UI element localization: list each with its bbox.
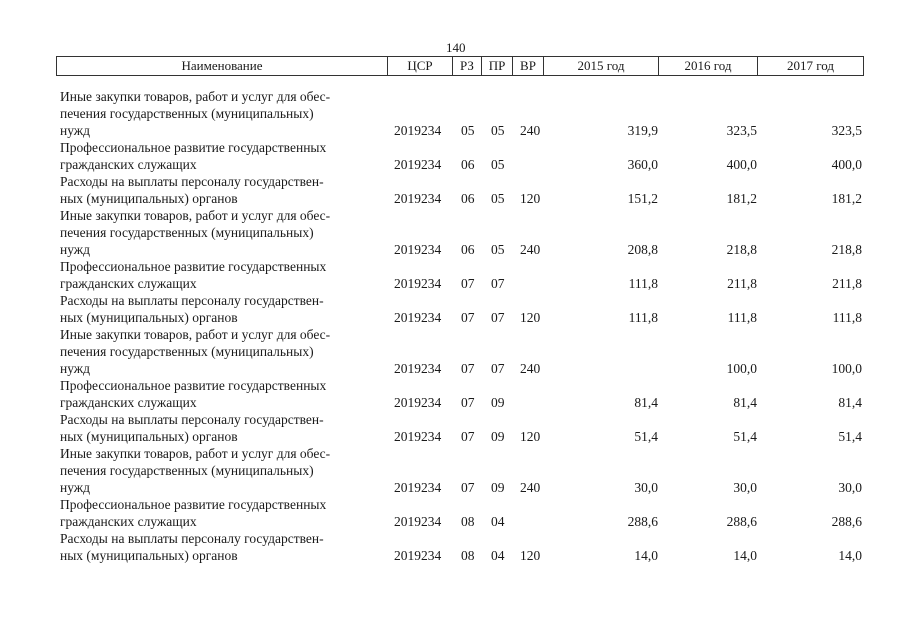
row-2015: 111,8 — [628, 276, 658, 291]
row-vr: 120 — [520, 429, 541, 444]
row-2015: 151,2 — [627, 191, 658, 206]
table-row — [60, 445, 865, 496]
row-rz: 06 — [461, 157, 475, 172]
row-name — [60, 496, 370, 530]
row-vr: 240 — [520, 242, 541, 257]
row-name-line: гражданских служащих — [60, 395, 197, 410]
row-name — [60, 88, 370, 139]
row-name-line: Расходы на выплаты персоналу государствен- — [60, 174, 324, 189]
row-name-line: ных (муниципальных) органов — [60, 310, 238, 325]
row-pr: 05 — [491, 123, 505, 138]
row-2016: 323,5 — [726, 123, 757, 138]
table-row — [60, 173, 865, 207]
row-2017: 30,0 — [838, 480, 862, 495]
row-2016: 51,4 — [733, 429, 757, 444]
row-name-line: ных (муниципальных) органов — [60, 191, 238, 206]
row-vr: 240 — [520, 480, 541, 495]
row-2017: 400,0 — [831, 157, 862, 172]
row-name-line: Расходы на выплаты персоналу государствен- — [60, 531, 324, 546]
row-name-line: Расходы на выплаты персоналу государствен- — [60, 412, 324, 427]
row-2017: 218,8 — [831, 242, 862, 257]
row-name — [60, 173, 370, 207]
row-name — [60, 445, 370, 496]
row-2017: 111,8 — [832, 310, 862, 325]
row-name-line: Иные закупки товаров, работ и услуг для обес- — [60, 446, 331, 461]
row-name-line: гражданских служащих — [60, 276, 197, 291]
row-csr: 2019234 — [394, 276, 442, 291]
row-rz: 06 — [461, 191, 475, 206]
row-2016: 30,0 — [733, 480, 757, 495]
row-pr: 09 — [491, 480, 505, 495]
row-name-line: нужд — [60, 361, 90, 376]
row-csr: 2019234 — [394, 242, 442, 257]
row-name-line: печения государственных (муниципальных) — [60, 344, 314, 359]
row-vr: 240 — [520, 361, 541, 376]
row-name-line: ных (муниципальных) органов — [60, 548, 238, 563]
row-2017: 51,4 — [838, 429, 862, 444]
row-name-line: гражданских служащих — [60, 514, 197, 529]
row-2015: 51,4 — [634, 429, 658, 444]
row-rz: 07 — [461, 480, 475, 495]
header-vr: ВР — [520, 58, 536, 73]
table-row — [60, 530, 865, 564]
table-row — [60, 258, 865, 292]
header-2017: 2017 год — [787, 58, 834, 73]
header-csr: ЦСР — [407, 58, 433, 73]
row-2016: 81,4 — [733, 395, 757, 410]
row-2017: 288,6 — [831, 514, 862, 529]
row-2016: 100,0 — [726, 361, 757, 376]
row-name-line: печения государственных (муниципальных) — [60, 463, 314, 478]
row-csr: 2019234 — [394, 361, 442, 376]
row-name-line: Иные закупки товаров, работ и услуг для обес- — [60, 208, 331, 223]
row-name — [60, 411, 370, 445]
row-rz: 07 — [461, 276, 475, 291]
row-2016: 211,8 — [727, 276, 757, 291]
row-name-line: Профессиональное развитие государственных — [60, 259, 327, 274]
row-pr: 09 — [491, 395, 505, 410]
row-name — [60, 377, 370, 411]
row-pr: 05 — [491, 157, 505, 172]
row-name — [60, 292, 370, 326]
row-2015: 111,8 — [628, 310, 658, 325]
table-header — [56, 56, 864, 76]
row-pr: 07 — [491, 361, 505, 376]
row-csr: 2019234 — [394, 548, 442, 563]
row-vr: 240 — [520, 123, 541, 138]
row-vr: 120 — [520, 310, 541, 325]
row-csr: 2019234 — [394, 429, 442, 444]
row-2015: 208,8 — [627, 242, 658, 257]
table-body — [60, 88, 865, 564]
row-2017: 323,5 — [831, 123, 862, 138]
row-csr: 2019234 — [394, 310, 442, 325]
row-2016: 111,8 — [727, 310, 757, 325]
row-name-line: Профессиональное развитие государственных — [60, 497, 327, 512]
row-name-line: нужд — [60, 242, 90, 257]
row-2016: 400,0 — [726, 157, 757, 172]
table-row — [60, 292, 865, 326]
table-row — [60, 411, 865, 445]
row-csr: 2019234 — [394, 123, 442, 138]
row-name-line: нужд — [60, 123, 90, 138]
table-row — [60, 207, 865, 258]
row-name-line: Профессиональное развитие государственных — [60, 378, 327, 393]
row-pr: 07 — [491, 276, 505, 291]
row-pr: 05 — [491, 242, 505, 257]
row-name-line: Профессиональное развитие государственных — [60, 140, 327, 155]
row-csr: 2019234 — [394, 480, 442, 495]
row-2017: 81,4 — [838, 395, 862, 410]
row-2016: 14,0 — [733, 548, 757, 563]
row-2016: 288,6 — [726, 514, 757, 529]
row-vr: 120 — [520, 548, 541, 563]
row-2016: 218,8 — [726, 242, 757, 257]
row-2015: 319,9 — [627, 123, 658, 138]
row-2017: 100,0 — [831, 361, 862, 376]
header-pr: ПР — [488, 58, 506, 73]
row-rz: 07 — [461, 361, 475, 376]
table-row — [60, 88, 865, 139]
row-2017: 14,0 — [838, 548, 862, 563]
header-2015: 2015 год — [577, 58, 625, 73]
row-2015: 81,4 — [634, 395, 658, 410]
header-rz: РЗ — [460, 58, 474, 73]
row-name — [60, 207, 370, 258]
row-rz: 06 — [461, 242, 475, 257]
row-pr: 09 — [491, 429, 505, 444]
table-row — [60, 496, 865, 530]
row-name-line: гражданских служащих — [60, 157, 197, 172]
row-name-line: Иные закупки товаров, работ и услуг для обес- — [60, 89, 331, 104]
row-name — [60, 530, 370, 564]
row-name-line: ных (муниципальных) органов — [60, 429, 238, 444]
row-2016: 181,2 — [726, 191, 757, 206]
row-rz: 07 — [461, 310, 475, 325]
table-row — [60, 326, 865, 377]
page-number: 140 — [446, 40, 466, 55]
row-2017: 181,2 — [831, 191, 862, 206]
row-2017: 211,8 — [832, 276, 862, 291]
row-name-line: Расходы на выплаты персоналу государствен- — [60, 293, 324, 308]
row-csr: 2019234 — [394, 514, 442, 529]
row-csr: 2019234 — [394, 395, 442, 410]
table-row — [60, 139, 865, 173]
row-2015: 288,6 — [627, 514, 658, 529]
row-rz: 08 — [461, 548, 475, 563]
row-rz: 07 — [461, 429, 475, 444]
row-name-line: Иные закупки товаров, работ и услуг для обес- — [60, 327, 331, 342]
row-name — [60, 139, 370, 173]
table-row — [60, 377, 865, 411]
row-2015: 30,0 — [634, 480, 658, 495]
row-name-line: печения государственных (муниципальных) — [60, 106, 314, 121]
row-csr: 2019234 — [394, 191, 442, 206]
row-pr: 04 — [491, 514, 505, 529]
row-pr: 07 — [491, 310, 505, 325]
row-2015: 14,0 — [634, 548, 658, 563]
row-rz: 05 — [461, 123, 475, 138]
row-name-line: нужд — [60, 480, 90, 495]
row-name-line: печения государственных (муниципальных) — [60, 225, 314, 240]
row-pr: 05 — [491, 191, 505, 206]
row-pr: 04 — [491, 548, 505, 563]
header-name: Наименование — [181, 58, 263, 73]
row-csr: 2019234 — [394, 157, 442, 172]
header-2016: 2016 год — [684, 58, 732, 73]
row-vr: 120 — [520, 191, 541, 206]
row-2015: 360,0 — [627, 157, 658, 172]
row-rz: 08 — [461, 514, 475, 529]
row-rz: 07 — [461, 395, 475, 410]
row-name — [60, 258, 370, 292]
row-name — [60, 326, 370, 377]
